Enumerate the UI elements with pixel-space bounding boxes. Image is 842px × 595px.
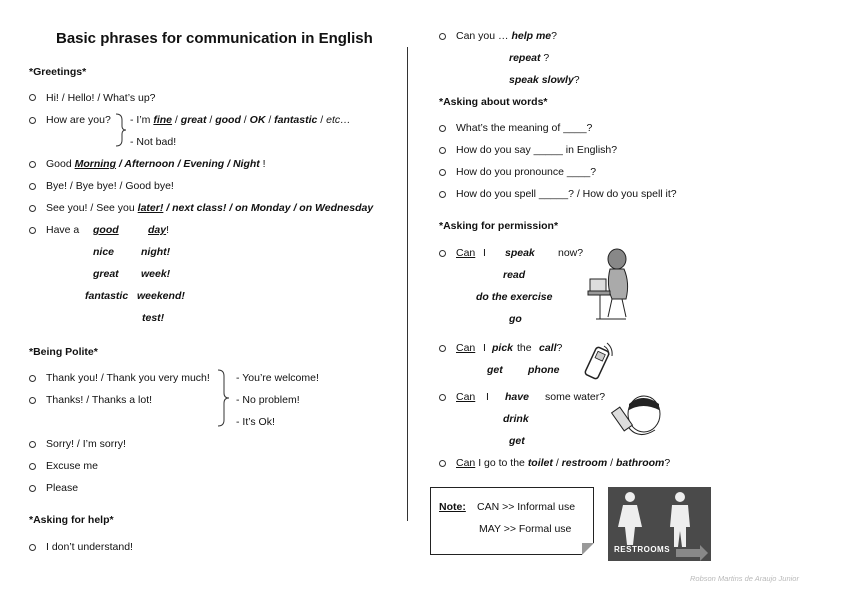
bullet-icon: [439, 147, 446, 154]
answer-not-bad: - Not bad!: [130, 136, 177, 148]
word-fantastic-2: fantastic: [85, 290, 129, 302]
list-item: [439, 248, 446, 260]
word-great: great: [180, 114, 207, 126]
word-toilet: toilet: [527, 457, 553, 469]
word-great-2: great: [93, 268, 119, 280]
words-pronounce: How do you pronounce ____?: [456, 166, 597, 178]
some-water-text: some water?: [545, 391, 606, 403]
word-night: Night: [232, 158, 260, 170]
word-pick: pick: [492, 342, 514, 354]
word-etc: etc…: [326, 114, 351, 126]
help-heading: *Asking for help*: [29, 514, 114, 526]
note-box: [430, 487, 594, 555]
word-phone: phone: [528, 364, 560, 376]
word-good-2: good: [93, 224, 119, 236]
polite-sorry: Sorry! / I’m sorry!: [46, 438, 126, 450]
list-item: [29, 225, 36, 237]
polite-please: Please: [46, 482, 79, 494]
separator: /: [174, 158, 184, 170]
bullet-icon: [439, 250, 446, 257]
have-a-text: Have a: [46, 224, 80, 236]
reply-welcome: - You’re welcome!: [236, 372, 319, 384]
bullet-icon: [439, 169, 446, 176]
bullet-icon: [29, 463, 36, 470]
bullet-icon: [29, 441, 36, 448]
list-item: [29, 203, 36, 215]
bullet-icon: [439, 394, 446, 401]
question-mark: ?: [664, 457, 671, 469]
answer-prefix: - I’m: [130, 114, 151, 126]
see-you-line: [46, 202, 373, 214]
good-word: Good: [46, 158, 72, 170]
word-speak-slowly: speak slowly: [509, 74, 574, 86]
word-bathroom: bathroom: [615, 457, 665, 469]
greeting-hi: Hi! / Hello! / What’s up?: [46, 92, 156, 104]
bullet-icon: [29, 161, 36, 168]
word-go: go: [509, 313, 522, 325]
can-word: Can: [456, 247, 476, 259]
column-divider: [407, 47, 408, 521]
list-item: [29, 159, 36, 171]
list-item: [29, 395, 36, 407]
word-speak: speak: [505, 247, 535, 259]
brace-icon: [114, 112, 128, 148]
word-nice: nice: [93, 246, 115, 258]
person-drinking-icon: [609, 390, 664, 450]
permission-heading: *Asking for permission*: [439, 220, 559, 232]
word-later: later!: [137, 202, 164, 214]
bullet-icon: [29, 205, 36, 212]
bullet-icon: [439, 33, 446, 40]
list-item: [439, 458, 446, 470]
question-mark: ?: [556, 342, 563, 354]
brace-icon: [216, 368, 232, 428]
can-word: Can: [456, 342, 476, 354]
list-item: [439, 145, 446, 157]
word-call: call: [539, 342, 557, 354]
greeting-bye: Bye! / Bye bye! / Good bye!: [46, 180, 174, 192]
note-label: Note:: [439, 501, 466, 513]
note-can: CAN >> Informal use: [477, 501, 576, 513]
note-may: MAY >> Formal use: [479, 523, 572, 535]
bullet-icon: [439, 191, 446, 198]
can-word: Can: [456, 391, 476, 403]
bullet-icon: [29, 375, 36, 382]
call-line: [539, 342, 562, 354]
i-word: I: [483, 247, 486, 259]
word-get: get: [487, 364, 503, 376]
question-mark: ?: [573, 74, 580, 86]
bullet-icon: [29, 397, 36, 404]
list-item: [439, 31, 446, 43]
toilet-line: [456, 457, 670, 469]
word-fantastic: fantastic: [274, 114, 318, 126]
answer-fine-line: [130, 114, 351, 126]
good-times-line: [46, 158, 266, 170]
words-heading: *Asking about words*: [439, 96, 548, 108]
polite-thank-you: Thank you! / Thank you very much!: [46, 372, 210, 384]
polite-heading: *Being Polite*: [29, 346, 98, 358]
word-restroom: restroom: [561, 457, 608, 469]
day-word: [148, 224, 169, 236]
bullet-icon: [29, 117, 36, 124]
word-fine: fine: [153, 114, 173, 126]
word-ok: OK: [249, 114, 266, 126]
question-mark: ?: [551, 30, 557, 42]
list-item: [29, 461, 36, 473]
exclamation: !: [259, 158, 266, 170]
bullet-icon: [29, 544, 36, 551]
help-dont-understand: I don’t understand!: [46, 541, 133, 553]
can-word: Can: [456, 457, 476, 469]
list-item: [29, 439, 36, 451]
list-item: [439, 392, 446, 404]
words-say: How do you say _____ in English?: [456, 144, 618, 156]
list-item: [29, 483, 36, 495]
list-item: [439, 167, 446, 179]
repeat-line: [509, 52, 549, 64]
restroom-sign-image: [608, 487, 711, 561]
word-afternoon: Afternoon: [124, 158, 175, 170]
page-title: Basic phrases for communication in English: [56, 30, 373, 47]
reply-its-ok: - It’s Ok!: [236, 416, 275, 428]
separator: /: [317, 114, 327, 126]
now-word: now?: [558, 247, 584, 259]
word-day: day: [148, 224, 167, 236]
reply-no-problem: - No problem!: [236, 394, 300, 406]
question-mark: ?: [540, 52, 550, 64]
list-item: [439, 123, 446, 135]
separator: /: [224, 158, 233, 170]
separator: /: [206, 114, 216, 126]
exclamation: !: [166, 224, 170, 236]
author-credit: Robson Martins de Araujo Junior: [690, 574, 799, 583]
words-spell: How do you spell _____? / How do you spell it?: [456, 188, 677, 200]
word-week: week!: [141, 268, 171, 280]
separator: /: [607, 457, 616, 469]
can-you-line: [456, 30, 557, 42]
word-do-the-exercise: do the exercise: [476, 291, 553, 303]
bullet-icon: [29, 183, 36, 190]
word-have: have: [505, 391, 529, 403]
polite-thanks: Thanks! / Thanks a lot!: [46, 394, 153, 406]
the-word: the: [517, 342, 532, 354]
i-word: I: [483, 342, 486, 354]
word-help-me: help me: [511, 30, 552, 42]
word-morning: Morning: [74, 158, 117, 170]
word-read: read: [503, 269, 526, 281]
words-meaning: What’s the meaning of ____?: [456, 122, 593, 134]
mobile-phone-icon: [582, 340, 614, 382]
i-word: I: [486, 391, 489, 403]
list-item: [29, 115, 36, 127]
greetings-heading: *Greetings*: [29, 66, 87, 78]
bullet-icon: [29, 94, 36, 101]
bullet-icon: [29, 227, 36, 234]
separator: /: [552, 457, 562, 469]
bullet-icon: [439, 125, 446, 132]
polite-excuse-me: Excuse me: [46, 460, 98, 472]
word-night-2: night!: [141, 246, 171, 258]
restroom-sign-text: RESTROOMS: [614, 545, 671, 554]
student-at-computer-icon: [586, 245, 636, 325]
separator: /: [172, 114, 181, 126]
list-item: [439, 343, 446, 355]
separator: /: [240, 114, 250, 126]
bullet-icon: [439, 460, 446, 467]
word-test: test!: [142, 312, 165, 324]
separator: /: [116, 158, 125, 170]
list-item: [29, 92, 36, 104]
see-you-text: See you! / See you: [46, 202, 135, 214]
can-you-text: Can you …: [456, 30, 509, 42]
word-repeat: repeat: [509, 52, 541, 64]
word-drink: drink: [503, 413, 529, 425]
see-you-options: / next class! / on Monday / on Wednesday: [163, 202, 374, 214]
go-to-text: I go to the: [478, 457, 525, 469]
word-good: good: [215, 114, 241, 126]
bullet-icon: [439, 345, 446, 352]
list-item: [29, 181, 36, 193]
word-evening: Evening: [183, 158, 225, 170]
list-item: [29, 373, 36, 385]
bullet-icon: [29, 485, 36, 492]
word-get-2: get: [509, 435, 525, 447]
slowly-line: [509, 74, 580, 86]
list-item: [29, 542, 36, 554]
list-item: [439, 189, 446, 201]
greeting-how-are-you: How are you?: [46, 114, 111, 126]
separator: /: [265, 114, 275, 126]
word-weekend: weekend!: [137, 290, 185, 302]
